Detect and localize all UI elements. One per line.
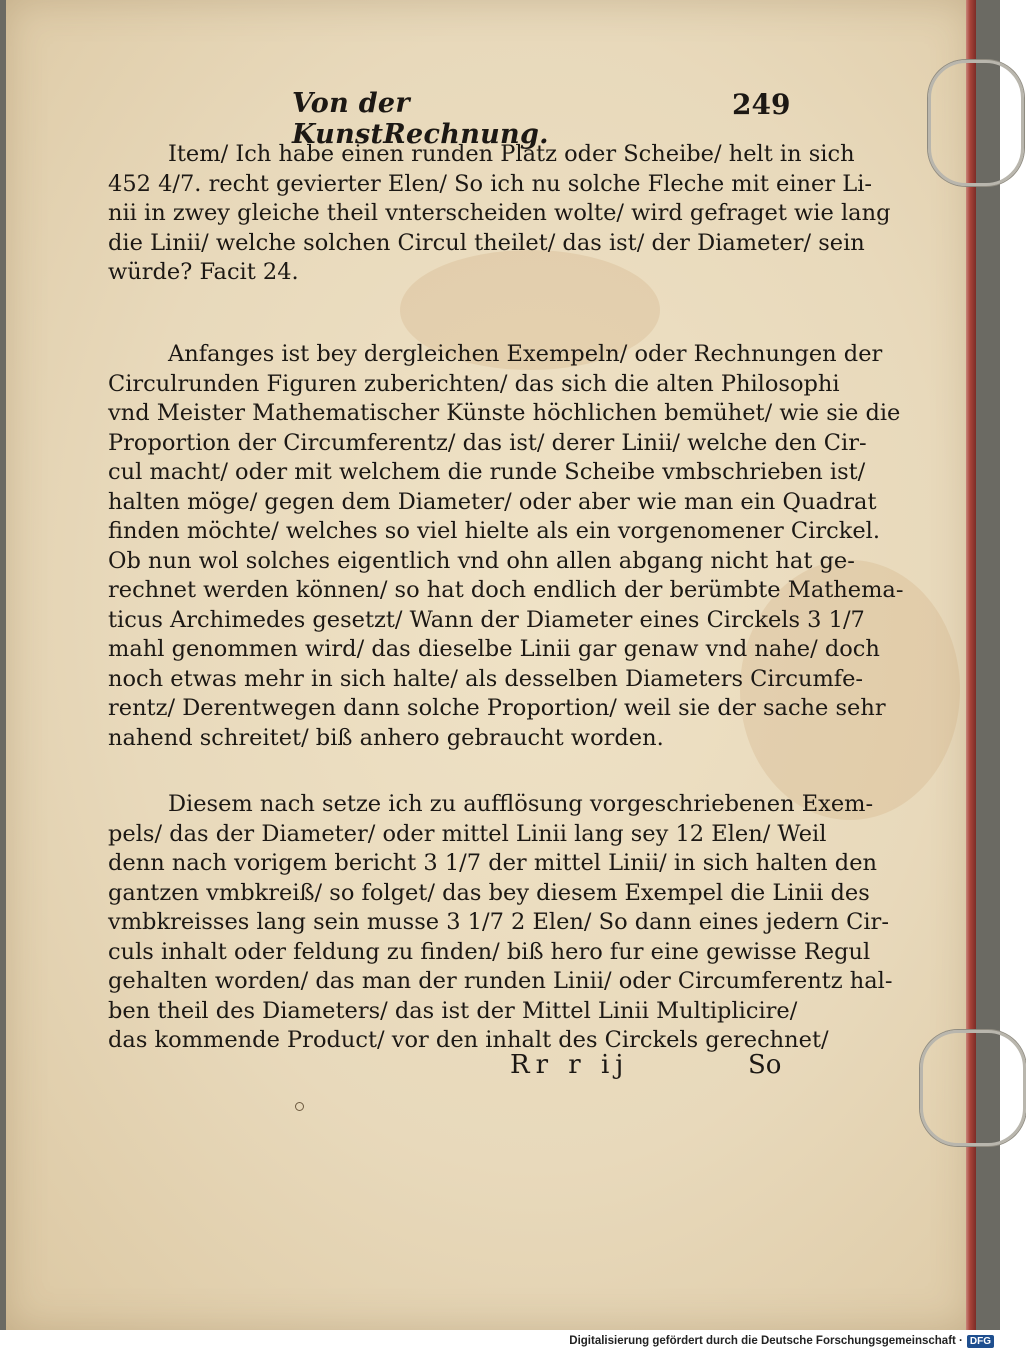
text-line: Ob nun wol solches eigentlich vnd ohn allen abgang nicht hat ge-	[108, 547, 855, 574]
text-line: finden möchte/ welches so viel hielte als ein vorgenomener Circkel.	[108, 518, 880, 544]
text-line: pels/ das der Diameter/ oder mittel Linii lang sey 12 Elen/ Weil	[108, 820, 827, 847]
text-line: rentz/ Derentwegen dann solche Proportion/ weil sie der sache sehr	[108, 695, 886, 721]
digitization-footer	[0, 1330, 1000, 1352]
text-line: culs inhalt oder feldung zu finden/ biß hero fur eine gewisse Regul	[108, 938, 871, 965]
text-line: noch etwas mehr in sich halte/ als desselben Diameters Circumfe-	[108, 665, 864, 692]
text-line: Circulrunden Figuren zuberichten/ das sich die alten Philosophi	[108, 370, 840, 397]
text-line: nii in zwey gleiche theil vnterscheiden wolte/ wird gefraget wie lang	[108, 200, 891, 226]
text-line: ticus Archimedes gesetzt/ Wann der Diameter eines Circkels 3 1/7	[108, 606, 865, 633]
text-line: die Linii/ welche solchen Circul theilet/ das ist/ der Diameter/ sein	[108, 229, 865, 256]
text-line: Proportion der Circumferentz/ das ist/ derer Linii/ welche den Cir-	[108, 429, 867, 456]
catchword: So	[748, 1050, 782, 1080]
dfg-logo: DFG	[967, 1335, 994, 1348]
page-dot	[295, 1102, 304, 1111]
text-line: cul macht/ oder mit welchem die runde Scheibe vmbschrieben ist/	[108, 459, 866, 485]
text-line: Item/ Ich habe einen runden Platz oder Scheibe/ helt in sich	[168, 141, 855, 167]
signature-mark: Rr r ij	[510, 1050, 630, 1080]
page-number: 249	[732, 88, 791, 121]
paragraph-1	[108, 140, 891, 288]
footer-credit-text: Digitalisierung gefördert durch die Deutsche Forschungsgemeinschaft ·	[569, 1335, 963, 1347]
text-line: Anfanges ist bey dergleichen Exempeln/ oder Rechnungen der	[168, 341, 883, 367]
text-line: 452 4/7. recht gevierter Elen/ So ich nu solche Fleche mit einer Li-	[108, 170, 873, 197]
running-header-title: Von der KunstRechnung.	[292, 88, 549, 150]
paper-clip-bottom	[920, 1030, 1026, 1146]
text-line: nahend schreitet/ biß anhero gebraucht worden.	[108, 724, 664, 751]
text-line: halten möge/ gegen dem Diameter/ oder aber wie man ein Quadrat	[108, 488, 877, 515]
paragraph-3	[108, 790, 893, 1056]
text-line: würde? Facit 24.	[108, 259, 299, 285]
text-line: mahl genommen wird/ das dieselbe Linii gar genaw vnd nahe/ doch	[108, 636, 880, 662]
text-line: Diesem nach setze ich zu aufflösung vorgeschriebenen Exem-	[168, 791, 874, 817]
paper-clip-top	[928, 60, 1024, 186]
text-line: denn nach vorigem bericht 3 1/7 der mittel Linii/ in sich halten den	[108, 850, 877, 876]
text-line: gantzen vmbkreiß/ so folget/ das bey diesem Exempel die Linii des	[108, 879, 870, 906]
text-line: vnd Meister Mathematischer Künste höchlichen bemühet/ wie sie die	[108, 400, 901, 426]
paragraph-2	[108, 340, 904, 753]
text-line: gehalten worden/ das man der runden Linii/ oder Circumferentz hal-	[108, 968, 893, 994]
text-line: das kommende Product/ vor den inhalt des Circkels gerechnet/	[108, 1027, 829, 1053]
text-line: vmbkreisses lang sein musse 3 1/7 2 Elen/ So dann eines jedern Cir-	[108, 909, 889, 935]
text-line: ben theil des Diameters/ das ist der Mittel Linii Multiplicire/	[108, 997, 798, 1024]
text-line: rechnet werden können/ so hat doch endlich der berümbte Mathema-	[108, 577, 904, 603]
